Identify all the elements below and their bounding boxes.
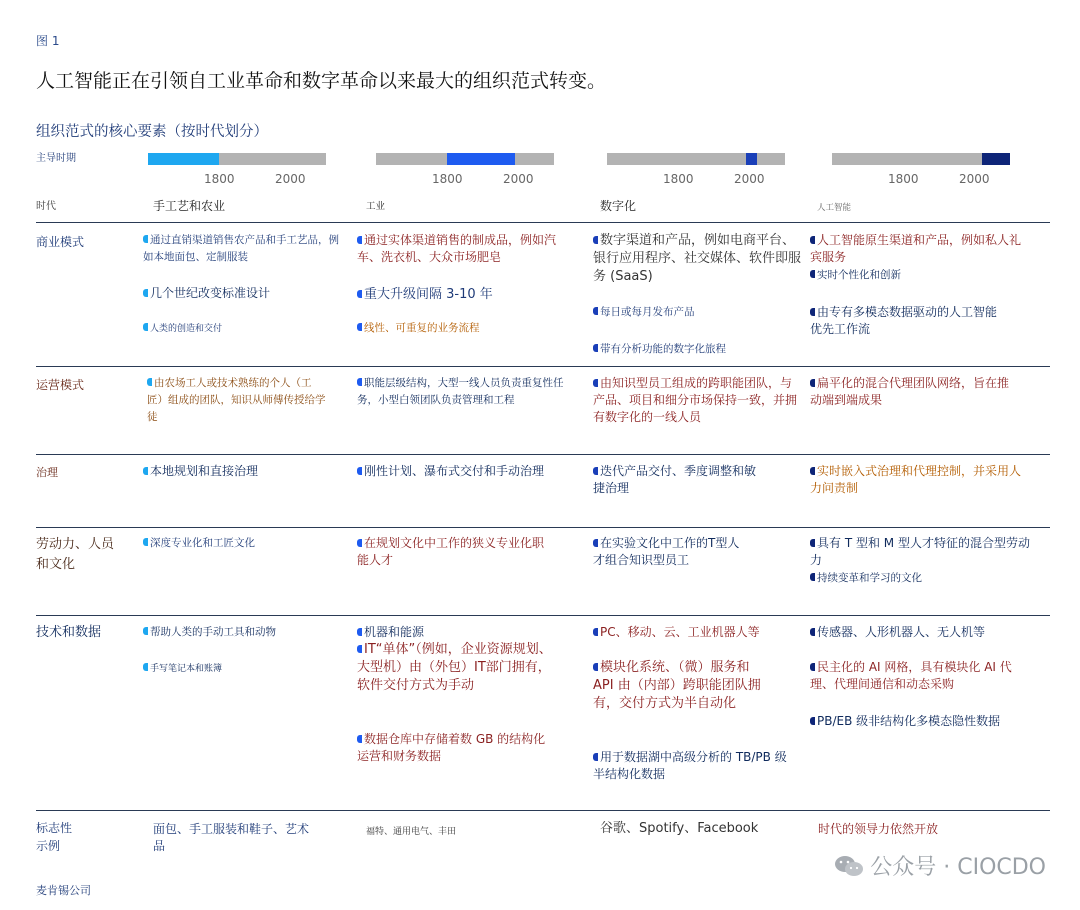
tick-2000: 2000 [959,172,990,186]
row-label-tech-data: 技术和数据 [36,625,102,640]
cell-text: 由农场工人或技术熟练的个人（工匠）组成的团队，知识从师傅传授给学徒 [147,377,326,423]
cell-text: 由专有多模态数据驱动的人工智能优先工作流 [810,305,998,336]
tick-2000: 2000 [734,172,765,186]
cell-business-model [357,286,567,303]
bullet-icon [357,467,362,475]
figure-label: 图 1 [36,34,60,48]
bullet-icon [357,628,362,636]
cell-text: 迭代产品交付、季度调整和敏捷治理 [593,464,757,495]
cell-text: 人工智能原生渠道和产品，例如私人礼宾服务 [810,233,1022,264]
cell-text: 每日或每月发布产品 [600,306,695,318]
period-bar-4 [832,153,1010,165]
bullet-icon [810,628,815,636]
period-fill-2 [447,153,515,165]
cell-text: 用于数据湖中高级分析的 TB/PB 级半结构化数据 [593,750,787,781]
cell-workforce [810,535,1040,569]
cell-text: 传感器、人形机器人、无人机等 [817,625,986,639]
cell-governance [593,463,763,497]
bullet-icon [810,467,815,475]
cell-operating-model [593,375,803,426]
row-label-examples: 标志性示例 [36,821,73,853]
divider [36,454,1050,455]
cell-text: 通过实体渠道销售的制成品，例如汽车、洗衣机、大众市场肥皂 [357,233,557,264]
divider [36,615,1050,616]
bullet-icon [143,289,148,297]
cell-business-model [593,232,803,286]
cell-tech-data [357,731,547,765]
bullet-icon [357,645,362,653]
cell-business-model [143,232,343,266]
cell-text: 扁平化的混合代理团队网络，旨在推动端到端成果 [810,376,1010,407]
bullet-icon [357,539,362,547]
cell-operating-model [357,375,567,409]
cell-text: 本地规划和直接治理 [150,464,259,478]
cell-workforce [593,535,743,569]
bullet-icon [593,663,598,671]
cell-text: 数字渠道和产品，例如电商平台、银行应用程序、社交媒体、软件即服务 (SaaS) [593,233,802,284]
bullet-icon [810,308,815,316]
bullet-icon [147,378,152,386]
cell-business-model [357,232,567,266]
cell-tech-data [810,624,1030,641]
bullet-icon [810,573,815,581]
period-fill-3 [746,153,757,165]
cell-tech-data [143,624,343,641]
cell-text: 人类的创造和交付 [150,324,223,334]
row-label-business-model: 商业模式 [36,235,85,249]
cell-business-model [810,232,1030,266]
bullet-icon [357,236,362,244]
cell-business-model [143,321,343,338]
tick-1800: 1800 [432,172,463,186]
bullet-icon [143,467,148,475]
tick-1800: 1800 [888,172,919,186]
bullet-icon [593,628,598,636]
bullet-icon [143,538,148,546]
cell-text: 民主化的 AI 网格，具有模块化 AI 代理、代理间通信和动态采购 [810,660,1012,691]
cell-business-model [810,304,1000,338]
bullet-icon [810,236,815,244]
cell-text: 模块化系统、（微）服务和 API 由（内部）跨职能团队拥有，交付方式为半自动化 [593,660,761,711]
bullet-icon [810,539,815,547]
bullet-icon [357,735,362,743]
row-label-operating-model: 运营模式 [36,378,85,392]
cell-text: 由知识型员工组成的跨职能团队，与产品、项目和细分市场保持一致，并拥有数字化的一线人员 [593,376,798,424]
cell-text: 职能层级结构，大型一线人员负责重复性任务，小型白领团队负责管理和工程 [357,377,564,406]
cell-text: 在规划文化中工作的狭义专业化职能人才 [357,536,545,567]
source-note: 麦肯锡公司 [36,884,91,897]
era-name: 数字化 [600,199,637,213]
cell-text: 机器和能源 [364,625,425,639]
bullet-icon [593,307,598,315]
cell-tech-data [143,661,343,678]
cell-tech-data [357,624,557,641]
cell-text: 带有分析功能的数字化旅程 [600,343,726,355]
cell-operating-model [147,375,327,426]
period-fill-1 [148,153,219,165]
cell-text: 线性、可重复的业务流程 [364,322,480,334]
cell-governance [357,463,577,480]
period-bar-2 [376,153,554,165]
bullet-icon [143,323,148,331]
cell-workforce [143,535,343,552]
bullet-icon [593,379,598,387]
row-label-governance: 治理 [36,466,58,479]
example-cell: 时代的领导力依然开放 [818,822,939,836]
cell-business-model [357,320,567,337]
cell-workforce [357,535,547,569]
era-name: 手工艺和农业 [153,199,226,213]
tick-1800: 1800 [204,172,235,186]
cell-business-model [593,341,803,358]
wechat-icon [834,854,864,878]
bullet-icon [810,270,815,278]
cell-text: PC、移动、云、工业机器人等 [600,625,760,639]
cell-business-model [593,304,803,321]
tick-1800: 1800 [663,172,694,186]
cell-text: 帮助人类的手动工具和动物 [150,626,276,638]
cell-text: 深度专业化和工匠文化 [150,537,255,549]
cell-text: 实时嵌入式治理和代理控制，并采用人力问责制 [810,464,1022,495]
cell-governance [810,463,1030,497]
cell-tech-data [810,713,1030,730]
bullet-icon [357,378,362,386]
cell-text: 实时个性化和创新 [817,269,901,281]
watermark-text: 公众号 · CIOCDO [870,855,1046,880]
subtitle: 组织范式的核心要素（按时代划分） [36,124,268,140]
cell-text: 数据仓库中存储着数 GB 的结构化运营和财务数据 [357,732,546,763]
cell-text: PB/EB 级非结构化多模态隐性数据 [817,714,1001,728]
cell-text: 重大升级间隔 3-10 年 [364,287,493,302]
bullet-icon [143,663,148,671]
period-bar-1 [148,153,326,165]
cell-text: IT“单体”（例如，企业资源规划、大型机）由（外包）IT部门拥有，软件交付方式为手动 [357,642,552,693]
divider [36,527,1050,528]
headline: 人工智能正在引领自工业革命和数字革命以来最大的组织范式转变。 [36,70,607,92]
bullet-icon [810,663,815,671]
row-label-period: 主导时期 [36,153,76,164]
bullet-icon [593,344,598,352]
row-label-era: 时代 [36,201,56,212]
divider [36,810,1050,811]
example-cell: 面包、手工服装和鞋子、艺术品 [153,822,310,853]
bullet-icon [593,539,598,547]
tick-2000: 2000 [503,172,534,186]
watermark [834,850,1046,881]
period-fill-4 [982,153,1010,165]
cell-tech-data [593,624,803,641]
divider [36,366,1050,367]
bullet-icon [143,627,148,635]
cell-workforce [810,570,1030,587]
cell-text: 刚性计划、瀑布式交付和手动治理 [364,464,545,478]
era-name: 工业 [366,201,386,212]
cell-tech-data [593,749,793,783]
cell-business-model [143,285,343,302]
cell-text: 几个世纪改变标准设计 [150,286,271,300]
bullet-icon [593,753,598,761]
cell-text: 持续变革和学习的文化 [817,572,922,584]
cell-governance [143,463,343,480]
cell-text: 手写笔记本和账簿 [150,664,223,674]
period-bar-3 [607,153,785,165]
cell-text: 通过直销渠道销售农产品和手工艺品，例如本地面包、定制服装 [143,234,339,263]
cell-business-model [810,267,1030,284]
bullet-icon [593,236,598,244]
cell-tech-data [593,659,773,713]
bullet-icon [143,235,148,243]
cell-text: 在实验文化中工作的T型人才组合知识型员工 [593,536,740,567]
bullet-icon [357,290,362,298]
cell-tech-data [357,641,562,695]
bullet-icon [810,379,815,387]
era-name: 人工智能 [817,203,852,213]
divider [36,222,1050,223]
tick-2000: 2000 [275,172,306,186]
bullet-icon [810,717,815,725]
cell-tech-data [810,659,1030,693]
bullet-icon [593,467,598,475]
bullet-icon [357,323,362,331]
row-label-workforce: 劳动力、人员和文化 [36,537,115,572]
example-cell: 谷歌、Spotify、Facebook [600,821,759,836]
cell-operating-model [810,375,1010,409]
cell-text: 具有 T 型和 M 型人才特征的混合型劳动力 [810,536,1030,567]
example-cell: 福特、通用电气、丰田 [366,827,457,837]
